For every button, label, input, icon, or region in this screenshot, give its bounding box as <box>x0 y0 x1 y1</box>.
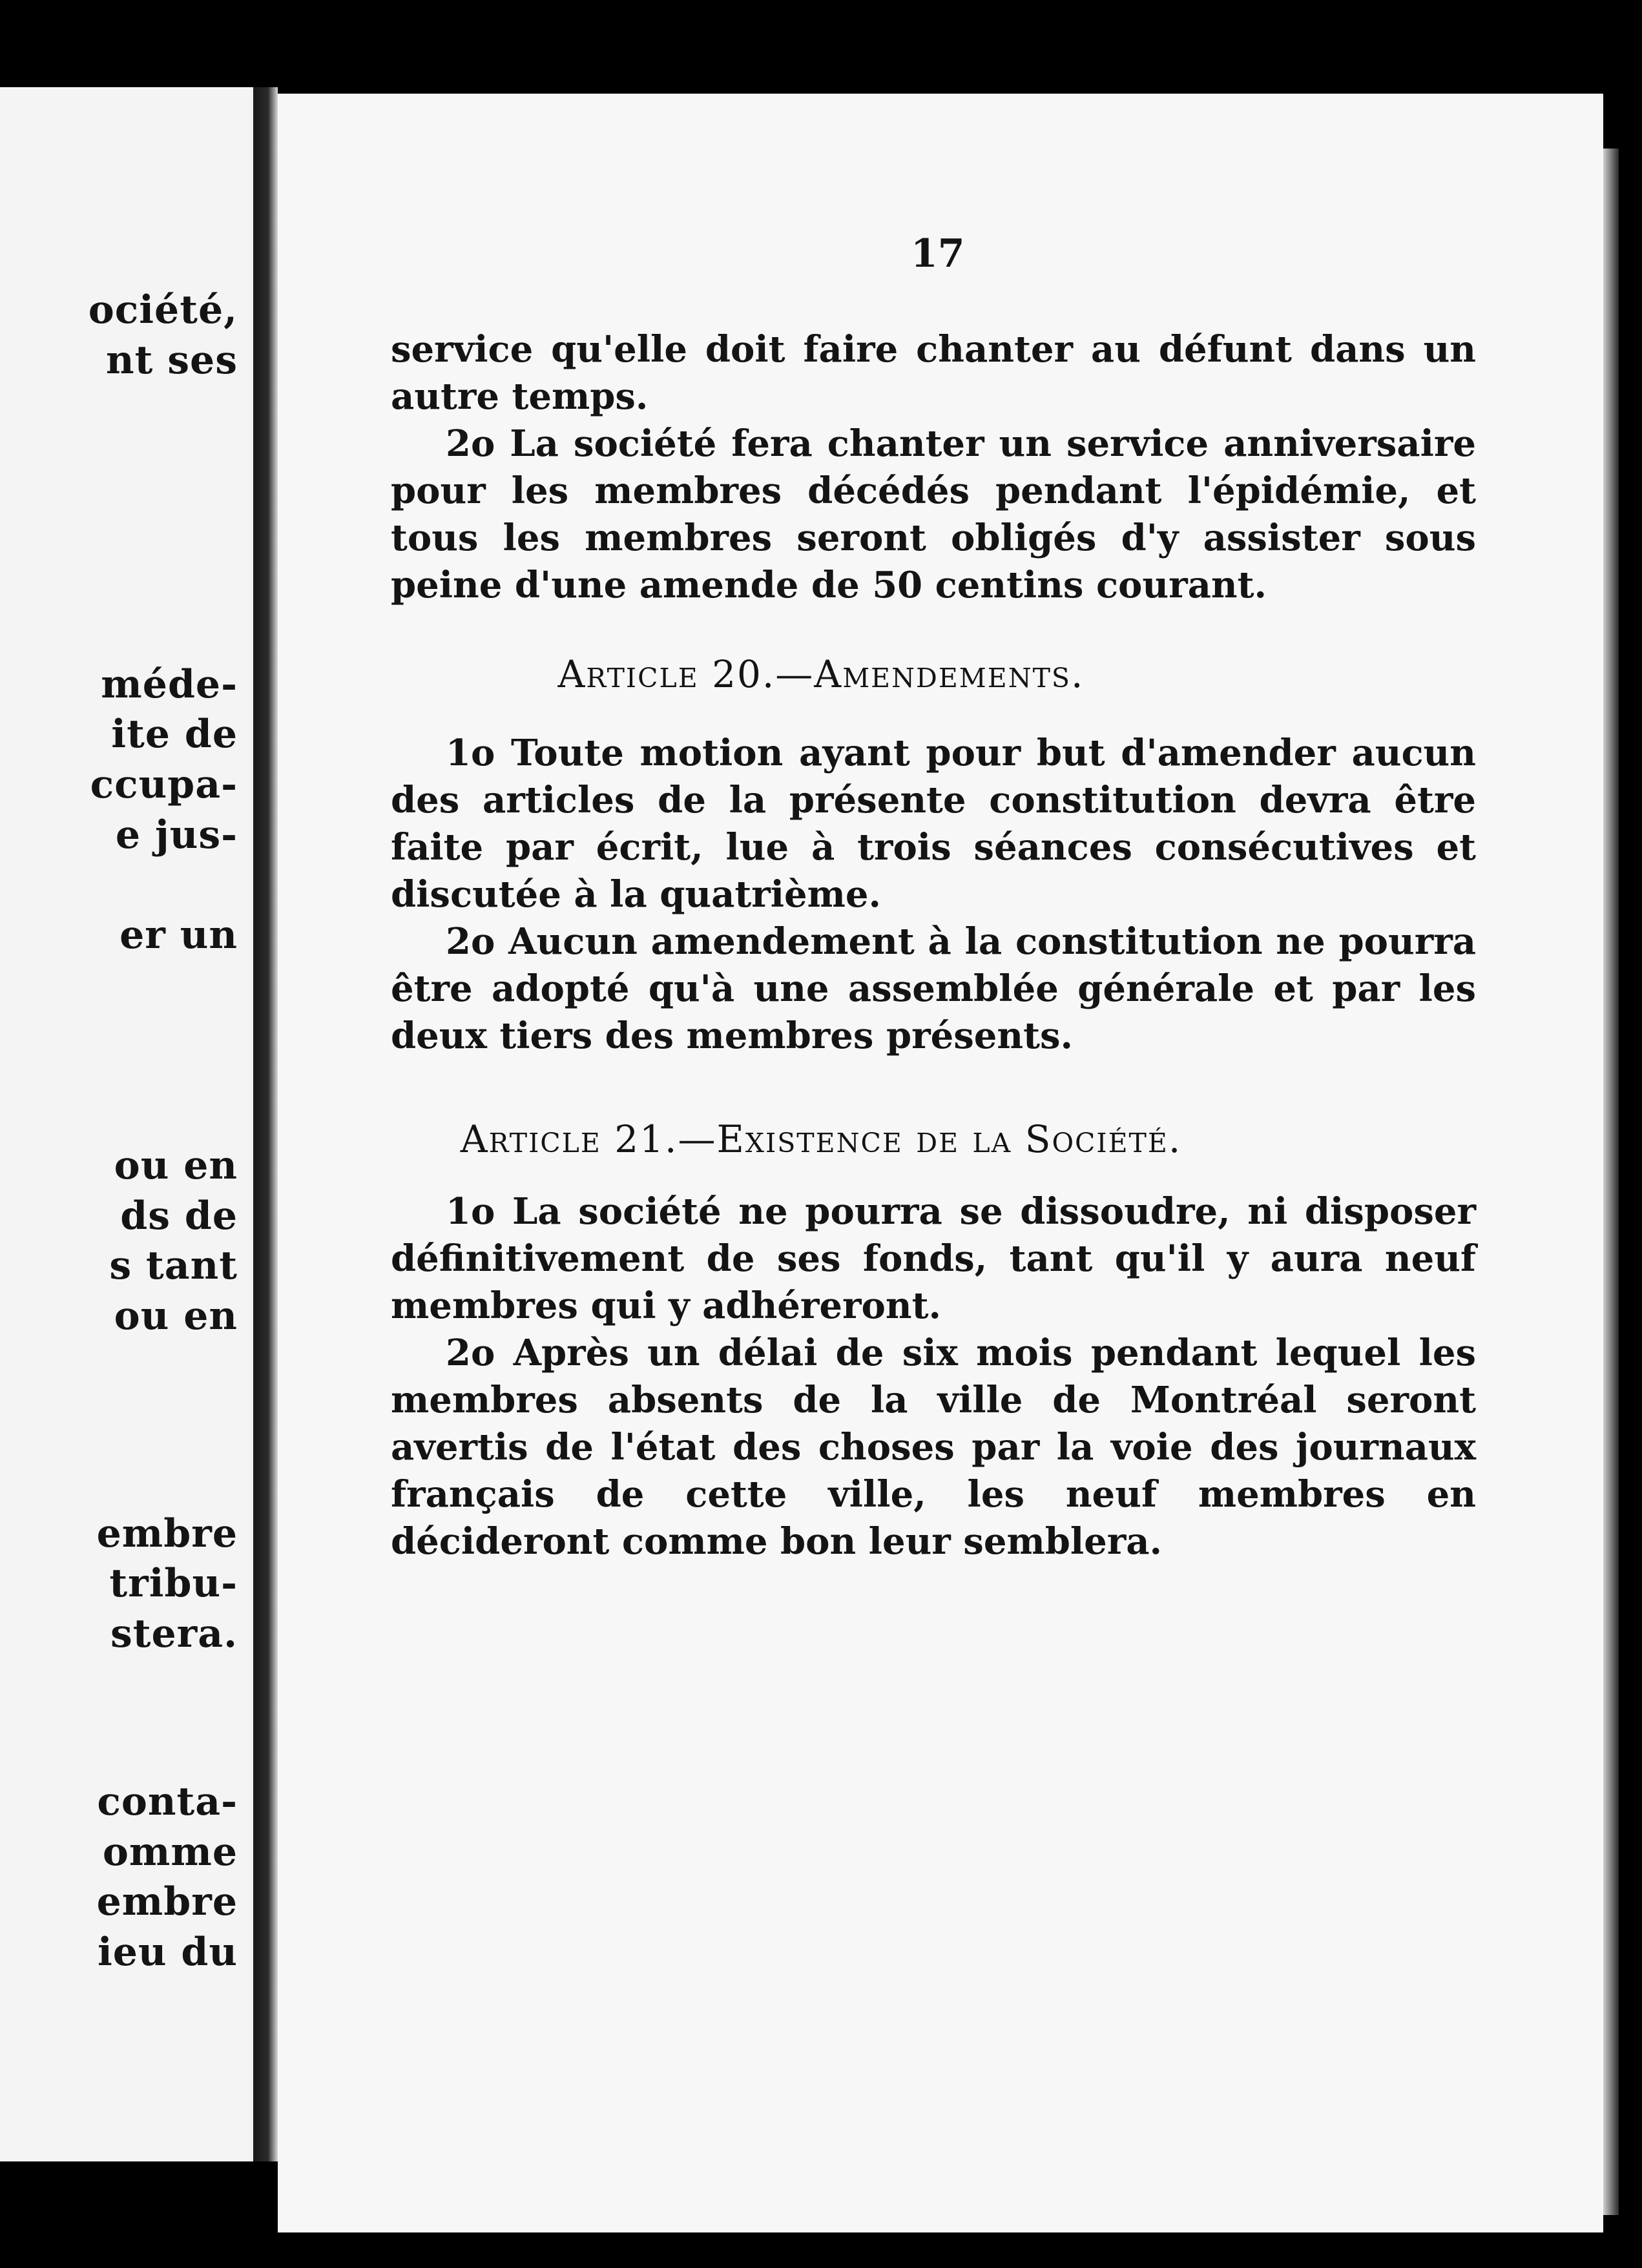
paragraph: 2o La société fera chanter un service anniversaire pour les membres décédés pendant l'épidémie, et tous les membres seront obligés d'y assister sous peine d'une amende de 50 centins courant. <box>391 422 1476 606</box>
continued-paragraphs <box>391 326 1476 609</box>
left-text-line: stera. <box>110 1611 238 1656</box>
article-21-body <box>391 1188 1476 1565</box>
left-text-line: e jus- <box>115 812 238 858</box>
paragraph: 1o Toute motion ayant pour but d'amender aucun des articles de la présente constitution devra être faite par écrit, lue à trois séances consécutives et discutée à la quatrième. <box>391 732 1476 916</box>
article-20-body <box>391 730 1476 1060</box>
page-edge <box>1603 149 1619 2215</box>
article-20-heading: Article 20.—Amendements. <box>557 652 1085 696</box>
left-text-line: ociété, <box>88 287 238 333</box>
left-text-line: tribu- <box>109 1561 238 1606</box>
page-number: 17 <box>911 231 965 276</box>
left-text-line: ieu du <box>97 1930 238 1975</box>
left-text-line: ccupa- <box>90 762 238 807</box>
left-text-line: embre <box>96 1879 238 1924</box>
paragraph: 2o Aucun amendement à la constitution ne pourra être adopté qu'à une assemblée générale et par les deux tiers des membres présents. <box>391 920 1476 1057</box>
left-text-line: nt ses <box>106 338 238 383</box>
left-text-line: omme <box>102 1830 238 1875</box>
left-text-line: méde- <box>101 662 238 707</box>
paragraph: 1o La société ne pourra se dissoudre, ni disposer définitivement de ses fonds, tant qu'il y aura neuf membres qui y adhéreront. <box>391 1190 1476 1327</box>
left-text-line: conta- <box>97 1779 238 1824</box>
left-text-line: embre <box>96 1511 238 1556</box>
paragraph: 2o Après un délai de six mois pendant lequel les membres absents de la ville de Montréal seront avertis de l'état des choses par la voie des journaux français de cette ville, les neuf membres en décideront comme bon leur semblera. <box>391 1332 1476 1563</box>
paragraph: service qu'elle doit faire chanter au défunt dans un autre temps. <box>391 328 1476 418</box>
article-21-heading: Article 21.—Existence de la Société. <box>460 1117 1182 1161</box>
left-text-line: ite de <box>111 712 238 757</box>
left-text-line: s tant <box>109 1243 238 1288</box>
left-text-line: ou en <box>114 1294 238 1339</box>
left-text-line: ou en <box>114 1143 238 1188</box>
left-text-line: ds de <box>120 1193 238 1239</box>
left-text-line: er un <box>120 912 238 958</box>
